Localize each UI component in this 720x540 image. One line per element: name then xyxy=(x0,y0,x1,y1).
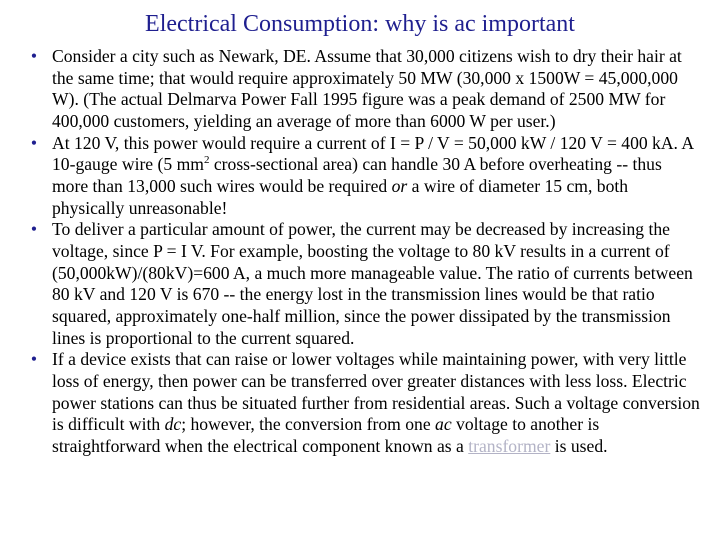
bullet-item-voltage-conversion xyxy=(30,349,702,457)
bullet-text-part: ; however, the conversion from one xyxy=(181,414,436,435)
slide-title: Electrical Consumption: why is ac important xyxy=(145,11,575,37)
bullet-marker: • xyxy=(30,132,38,153)
bullet-text-part: voltage to another is straightforward when the electrical component known as a xyxy=(52,414,600,456)
bullet-list xyxy=(30,46,702,457)
bullet-text-part: is used. xyxy=(550,435,608,456)
bullet-text: Consider a city such as Newark, DE. Assume that 30,000 citizens wish to dry their hair at the same time; that would require approximately 50 MW (30,000 x 1500W = 45,000,000 W). (The actual Delmarva Power Fall 1995 figure was a peak demand of 2500 MW for 400,000 customers, yielding an average of more than 6000 W per user.) xyxy=(52,46,682,131)
bullet-marker: • xyxy=(30,46,38,66)
superscript-squared: 2 xyxy=(203,154,210,167)
bullet-text-part: a wire of diameter 15 cm, both physically unreasonable! xyxy=(52,175,629,218)
italic-word-or: or xyxy=(391,175,408,196)
bullet-text-part: At 120 V, this power would require a current of I = P / V = 50,000 kW / 120 V = 400 kA. A 10-gauge wire (5 mm xyxy=(52,132,694,175)
bullet-marker: • xyxy=(30,219,38,240)
bullet-marker: • xyxy=(30,349,38,370)
bullet-text-part: If a device exists that can raise or lower voltages while maintaining power, with very little loss of energy, then power can be transferred over greater distances with less loss. Electric power stations can thus be situated further from residential areas. Such a voltage conversion is difficult with xyxy=(52,349,700,435)
italic-word-ac: ac xyxy=(435,414,452,435)
bullet-item-hair-dryers xyxy=(30,46,702,133)
bullet-text-part: cross-sectional area) can handle 30 A before overheating -- thus more than 13,000 such wires would be required xyxy=(52,154,662,196)
bullet-item-boost-voltage xyxy=(30,219,702,349)
bullet-text: To deliver a particular amount of power, the current may be decreased by increasing the voltage, since P = I V. For example, boosting the voltage to 80 kV results in a current of (50,000kW)/(80kV)=600 A, a much more manageable value. The ratio of currents between 80 kV and 120 V is 670 -- the energy lost in the transmission lines would be that ratio squared, approximately one-half million, since the power dissipated by the transmission lines is proportional to the current squared. xyxy=(52,219,693,348)
bullet-item-current-at-120v xyxy=(30,132,702,220)
italic-word-dc: dc xyxy=(164,414,182,435)
transformer-link[interactable]: transformer xyxy=(468,435,551,456)
